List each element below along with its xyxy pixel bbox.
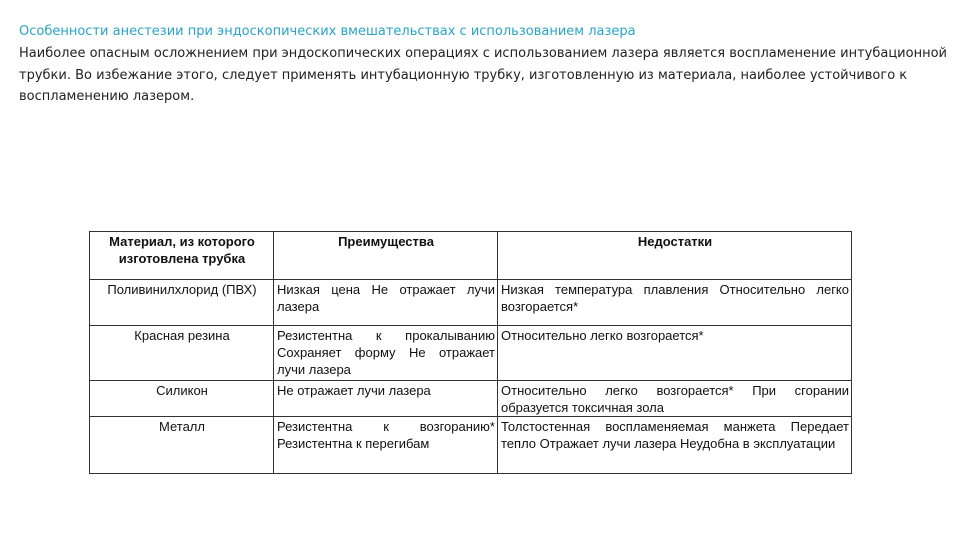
- table-row: [90, 326, 852, 380]
- cell-advantages: Резистентна к прокалыванию Сохраняет форму Не отражает лучи лазера: [274, 326, 498, 380]
- materials-table: [89, 231, 852, 474]
- table-header-row: [90, 232, 852, 280]
- cell-material: Поливинилхлорид (ПВХ): [90, 280, 274, 326]
- cell-disadvantages: Толстостенная воспламеняемая манжета Передает тепло Отражает лучи лазера Неудобна в эксплуатации: [498, 416, 852, 473]
- cell-material: Силикон: [90, 380, 274, 416]
- table-row: [90, 380, 852, 416]
- slide-body-text: Наиболее опасным осложнением при эндоскопических операциях с использованием лазера является воспламенение интубационной трубки. Во избежание этого, следует применять интубационную трубку, изготовленную из материала, наиболее устойчивого к воспламенению лазером.: [19, 46, 947, 104]
- cell-disadvantages: Низкая температура плавления Относительно легко возгорается*: [498, 280, 852, 326]
- header-advantages: Преимущества: [274, 232, 498, 280]
- slide-title: Особенности анестезии при эндоскопических вмешательствах с использованием лазера: [19, 24, 636, 39]
- table-row: [90, 280, 852, 326]
- cell-material: Красная резина: [90, 326, 274, 380]
- table-row: [90, 416, 852, 473]
- header-material: Материал, из которого изготовлена трубка: [90, 232, 274, 280]
- materials-table-container: [89, 231, 851, 474]
- header-disadvantages: Недостатки: [498, 232, 852, 280]
- cell-disadvantages: Относительно легко возгорается* При сгорании образуется токсичная зола: [498, 380, 852, 416]
- cell-disadvantages: Относительно легко возгорается*: [498, 326, 852, 380]
- cell-advantages: Низкая цена Не отражает лучи лазера: [274, 280, 498, 326]
- cell-advantages: Не отражает лучи лазера: [274, 380, 498, 416]
- cell-advantages: Резистентна к возгоранию* Резистентна к перегибам: [274, 416, 498, 473]
- cell-material: Металл: [90, 416, 274, 473]
